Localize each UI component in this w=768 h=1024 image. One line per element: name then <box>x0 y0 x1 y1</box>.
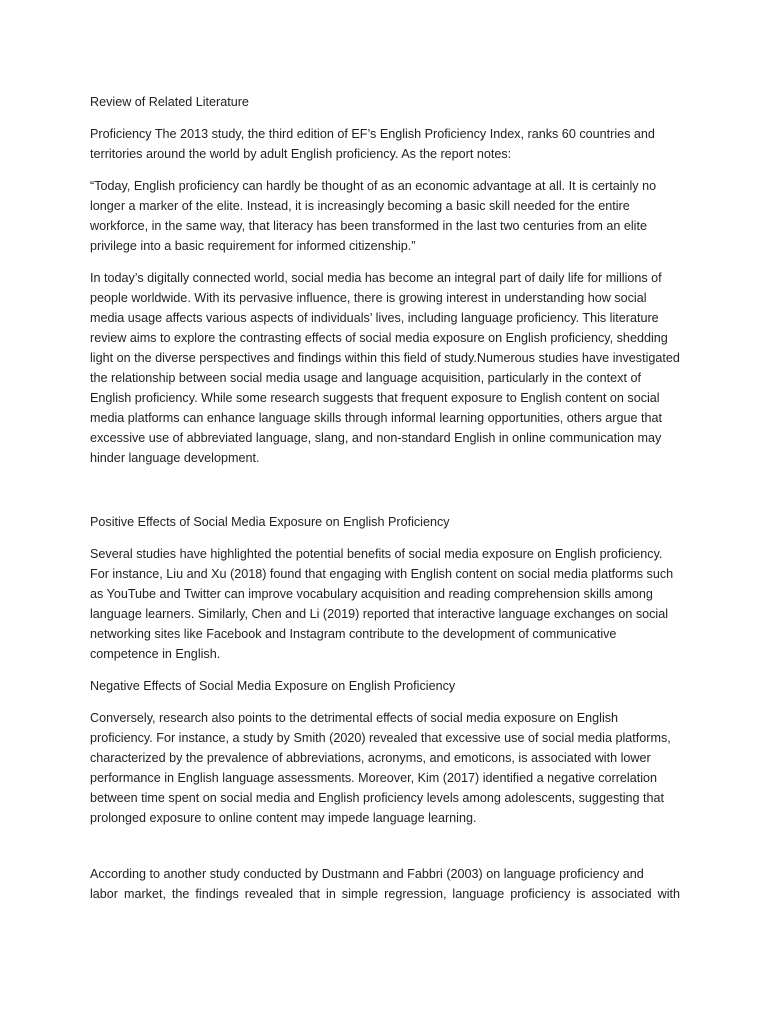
section-heading-negative: Negative Effects of Social Media Exposure on English Proficiency <box>90 679 456 693</box>
block-quote: “Today, English proficiency can hardly be thought of as an economic advantage at all. It is certainly no longer a marker of the elite. Instead, it is increasingly becoming a basic skill needed for the entire workforce, in the same way, that literacy has been transformed in the last two centuries from an elite privilege into a basic requirement for informed citizenship.” <box>90 179 657 253</box>
paragraph-positive-effects: Several studies have highlighted the potential benefits of social media exposure on English proficiency. For instance, Liu and Xu (2018) found that engaging with English content on social media platforms such as YouTube and Twitter can improve vocabulary acquisition and reading comprehension skills among language learners. Similarly, Chen and Li (2019) reported that interactive language exchanges on social networking sites like Facebook and Instagram contribute to the development of communicative competence in English. <box>90 547 674 661</box>
paragraph-dustmann-line-2: labor market, the findings revealed that in simple regression, language proficiency is associated with <box>90 887 680 901</box>
paragraph-negative-effects: Conversely, research also points to the detrimental effects of social media exposure on English proficiency. For instance, a study by Smith (2020) revealed that excessive use of social media platforms, characterized by the prevalence of abbreviations, acronyms, and emoticons, is associated with lower performance in English language assessments. Moreover, Kim (2017) identified a negative correlation between time spent on social media and English proficiency levels among adolescents, suggesting that prolonged exposure to online content may impede language learning. <box>90 711 671 825</box>
paragraph-proficiency-index: Proficiency The 2013 study, the third edition of EF’s English Proficiency Index, ranks 60 countries and territories around the world by adult English proficiency. As the report notes: <box>90 127 655 161</box>
paragraph-social-media-intro: In today’s digitally connected world, social media has become an integral part of daily life for millions of people worldwide. With its pervasive influence, there is growing interest in understanding how social media usage affects various aspects of individuals’ lives, including language proficiency. This literature review aims to explore the contrasting effects of social media exposure on English proficiency, shedding light on the diverse perspectives and findings within this field of study.Numerous studies have investigated the relationship between social media usage and language acquisition, particularly in the context of English proficiency. While some research suggests that frequent exposure to English content on social media platforms can enhance language skills through informal learning opportunities, others argue that excessive use of abbreviated language, slang, and non-standard English in online communication may hinder language development. <box>90 271 680 465</box>
section-heading-review: Review of Related Literature <box>90 95 249 109</box>
section-heading-positive: Positive Effects of Social Media Exposure on English Proficiency <box>90 515 450 529</box>
paragraph-dustmann-line-1: According to another study conducted by Dustmann and Fabbri (2003) on language proficiency and <box>90 867 644 881</box>
document-body <box>90 92 680 904</box>
